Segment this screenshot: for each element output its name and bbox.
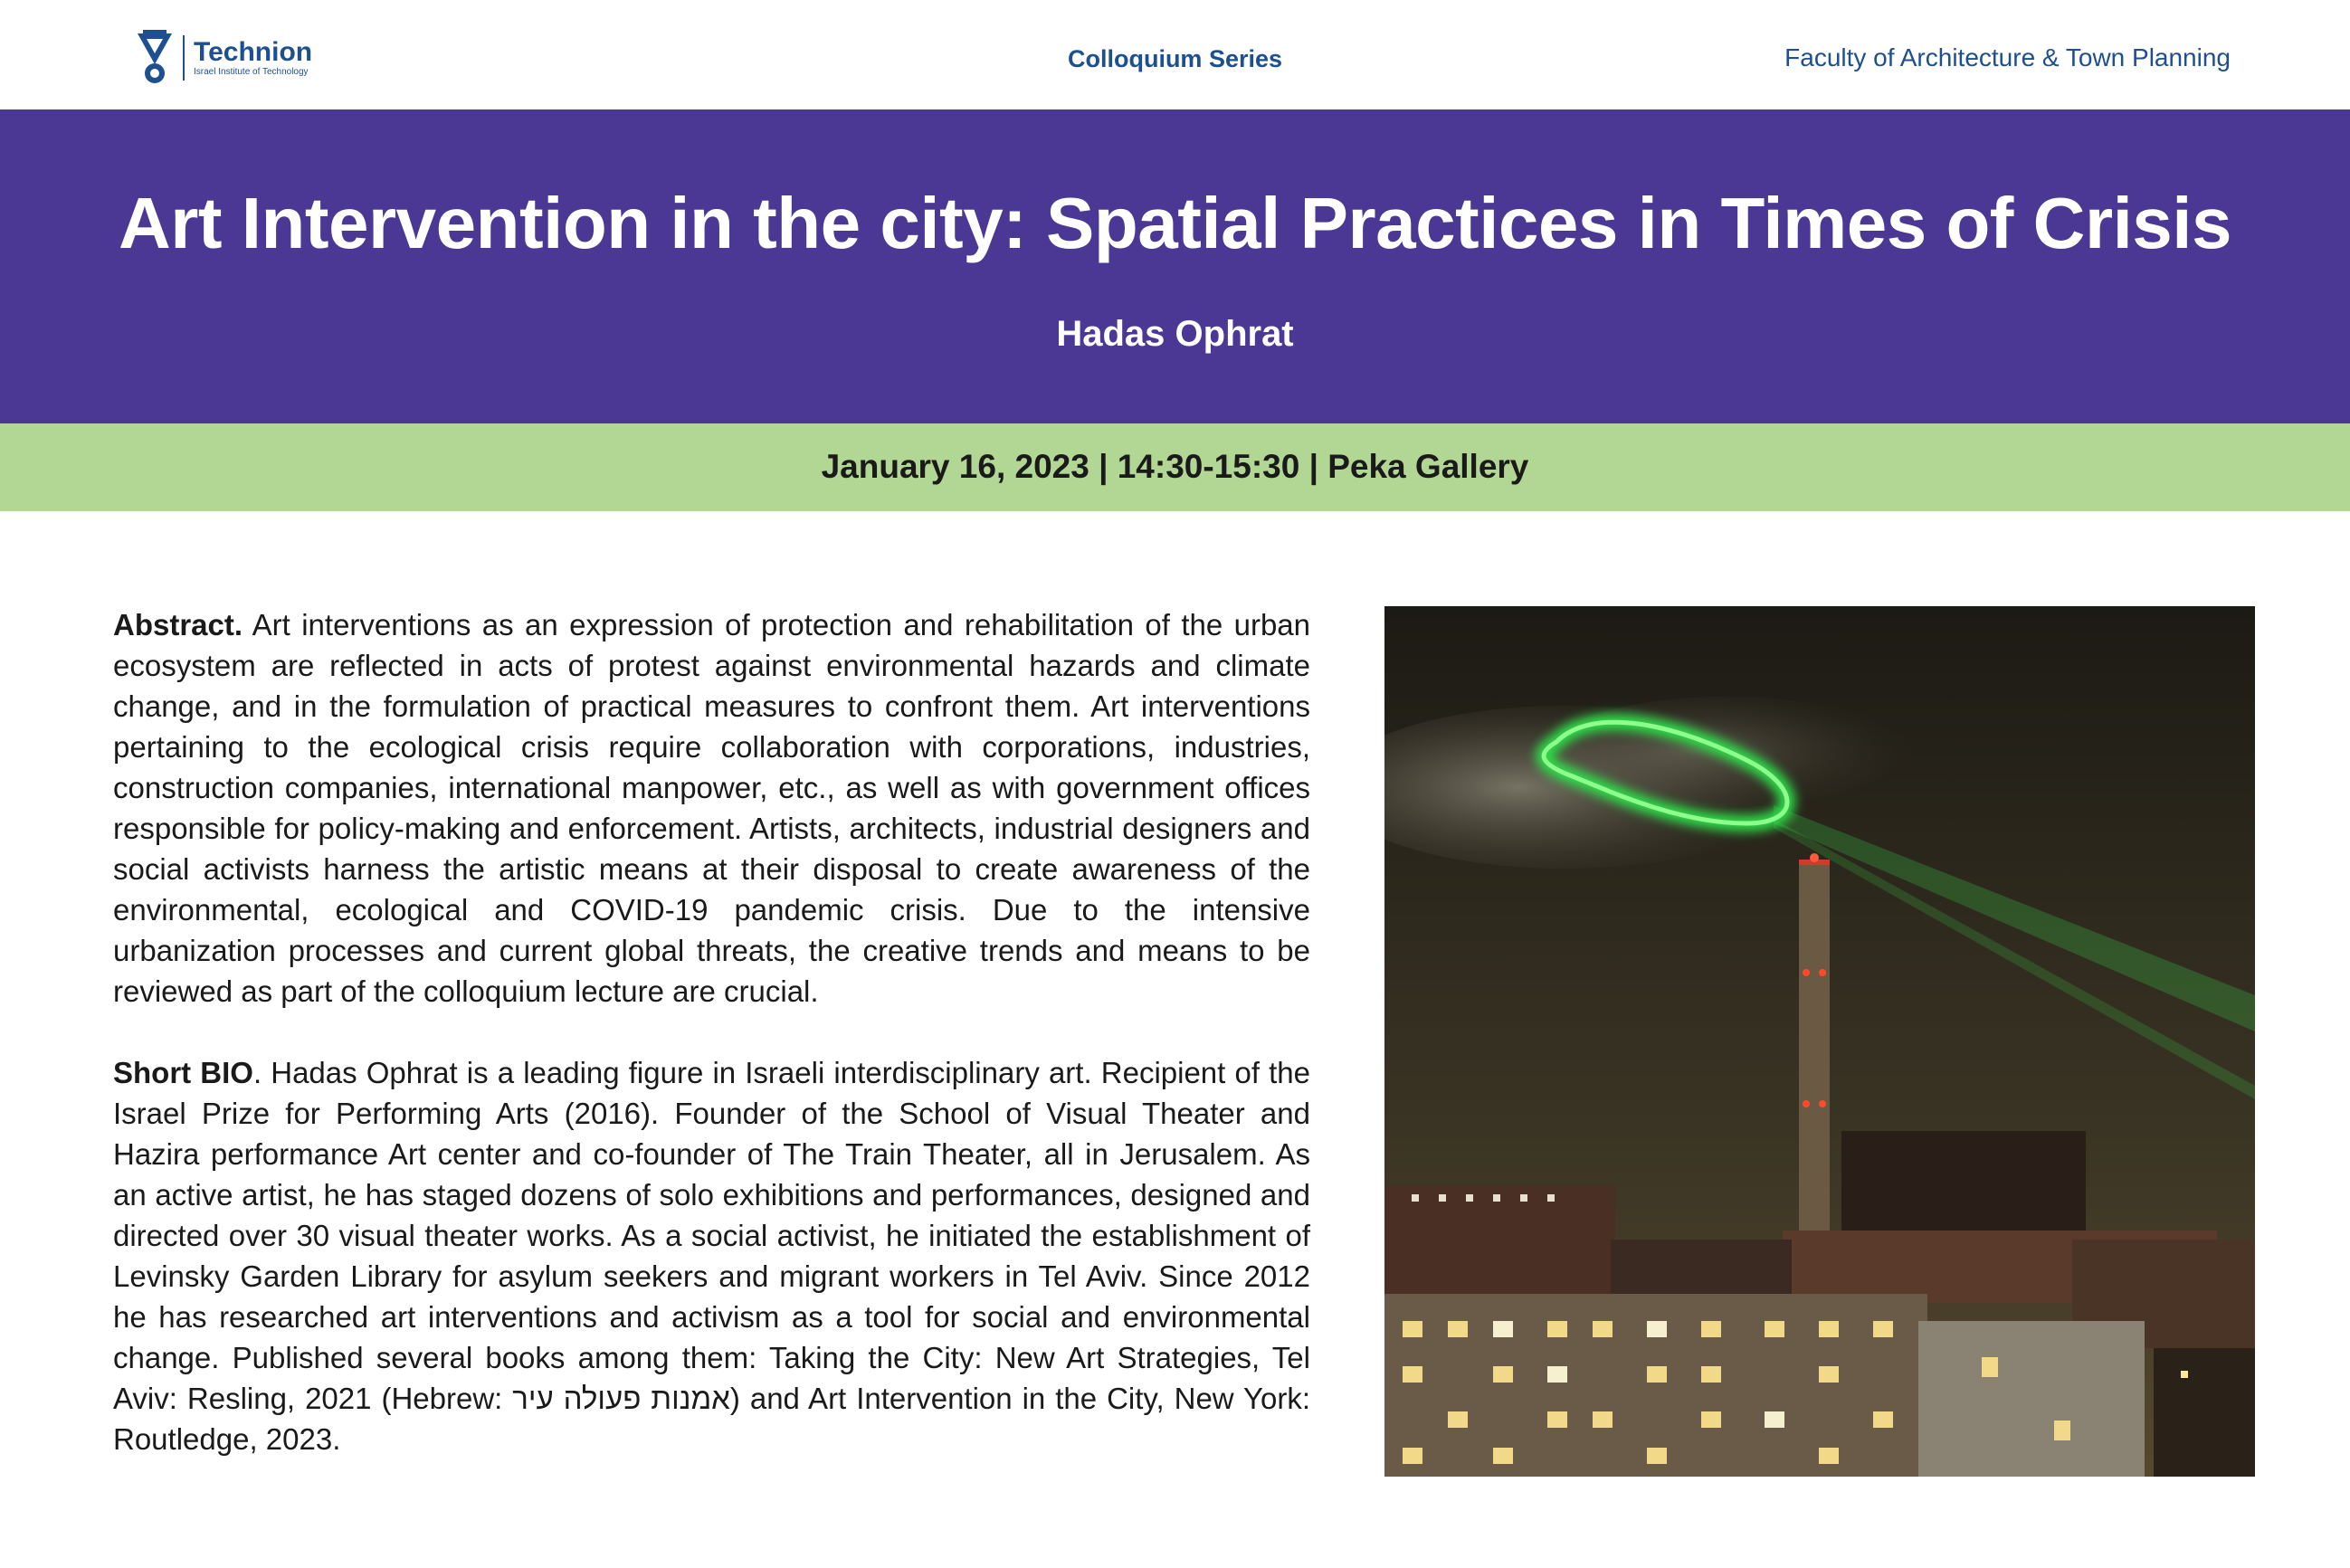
event-date-line: January 16, 2023 | 14:30-15:30 | Peka Gallery xyxy=(821,448,1529,485)
lecture-title: Art Intervention in the city: Spatial Practices in Times of Crisis xyxy=(118,183,2232,263)
event-info-bar xyxy=(0,423,2350,511)
text-column xyxy=(113,604,1310,1459)
event-photo xyxy=(1384,606,2255,1477)
logo-subtitle: Israel Institute of Technology xyxy=(194,67,309,77)
photo-green-laser-cloud-over-chimney-icon xyxy=(1384,606,2255,1477)
logo-name: Technion xyxy=(194,37,313,67)
top-bar xyxy=(0,0,2350,109)
bio-text: . Hadas Ophrat is a leading figure in Israeli interdisciplinary art. Recipient of the Israel Prize for Performing Arts (2016). Founder of the School of Visual Theater and Hazira performance Art center and co-founder of The Train Theater, all in Jerusalem. As an active artist, he has staged dozens of solo exhibitions and performances, designed and directed over 30 visual theater works. As a social activist, he initiated the establishment of Levinsky Garden Library for asylum seekers and migrant workers in Tel Aviv. Since 2012 he has researched art interventions and activism as a tool for social and environmental change. Published several books among them: Taking the City: New Art Strategies, Tel Aviv: Resling, 2021 (Hebrew: אמנות פעולה עיר) and Art Intervention in the City, New York: Routledge, 2023. xyxy=(113,1056,1310,1456)
bio-label: Short BIO xyxy=(113,1056,253,1089)
abstract-label: Abstract. xyxy=(113,608,243,641)
faculty-label: Faculty of Architecture & Town Planning xyxy=(1784,43,2231,71)
abstract-paragraph xyxy=(113,604,1310,1012)
title-banner xyxy=(0,109,2350,423)
abstract-text: Art interventions as an expression of protection and rehabilitation of the urban ecosystem are reflected in acts of protest against environmental hazards and climate change, and in the formulation of practical measures to confront them. Art interventions pertaining to the ecological crisis require collaboration with corporations, industries, construction companies, international manpower, etc., as well as with government offices responsible for policy-making and enforcement. Artists, architects, industrial designers and social activists harness the artistic means at their disposal to create awareness of the environmental, ecological and COVID-19 pandemic crisis. Due to the intensive urbanization processes and current global threats, the creative trends and means to be reviewed as part of the colloquium lecture are crucial. xyxy=(113,608,1310,1008)
speaker-name: Hadas Ophrat xyxy=(1056,314,1294,354)
bio-paragraph xyxy=(113,1052,1310,1459)
series-label: Colloquium Series xyxy=(1067,45,1283,72)
